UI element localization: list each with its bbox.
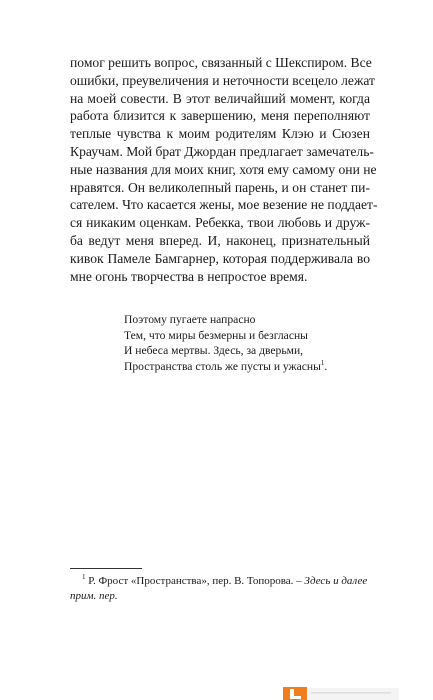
body-line: на моей совести. В этот величайший момент, когда <box>70 90 370 106</box>
labirint-l-icon <box>281 687 401 700</box>
body-line: ба ведут меня вперед. И, наконец, признательный <box>70 232 370 248</box>
footnote <box>70 574 370 603</box>
poem-final-punct: . <box>324 359 328 373</box>
body-line: работа близится к завершению, меня переполняют <box>70 108 370 124</box>
footnote-text: Р. Фрост «Пространства», пер. В. Топорова. – <box>85 575 305 587</box>
body-line: нравятся. Он великолепный парень, и он станет пи- <box>70 179 370 195</box>
footnote-italic: Здесь и далее <box>304 575 368 587</box>
footnote-line <box>70 589 370 604</box>
poem-line: Тем, что миры безмерны и безгласны <box>124 328 308 342</box>
labirint-logo <box>281 687 401 700</box>
poem-line <box>124 359 327 375</box>
footnote-divider <box>70 568 142 569</box>
body-line: ошибки, преувеличения и неточности всецело лежат <box>70 72 375 88</box>
body-line: теплые чувства к моим родителям Клэю и Сюзен <box>70 126 370 142</box>
poem-line: Поэтому пугаете напрасно <box>124 313 256 326</box>
epigraph-poem <box>124 312 327 374</box>
footnote-ref[interactable]: 1 <box>320 358 325 367</box>
poem-line: И небеса мертвы. Здесь, за дверьми, <box>124 344 304 358</box>
body-line: помог решить вопрос, связанный с Шекспиром. Все <box>70 55 372 70</box>
footnote-line <box>70 574 370 589</box>
body-line: ся никаким оценкам. Ребекка, твои любовь и друж- <box>70 215 370 231</box>
body-line: сателем. Что касается жены, мое везение не поддает- <box>70 197 378 213</box>
body-paragraph <box>70 54 378 285</box>
poem-line-text: Пространства столь же пусты и ужасны <box>124 359 321 373</box>
body-line: ные названия для моих книг, хотя ему самому они не <box>70 161 377 177</box>
body-line: Краучам. Мой брат Джордан предлагает замечатель- <box>70 143 374 159</box>
body-line: кивок Памеле Бамгарнер, которая поддерживала во <box>70 250 370 266</box>
body-line: мне огонь творчества в непростое время. <box>70 268 308 284</box>
footnote-mark: 1 <box>82 573 86 582</box>
footnote-italic: прим. пер. <box>70 589 118 602</box>
